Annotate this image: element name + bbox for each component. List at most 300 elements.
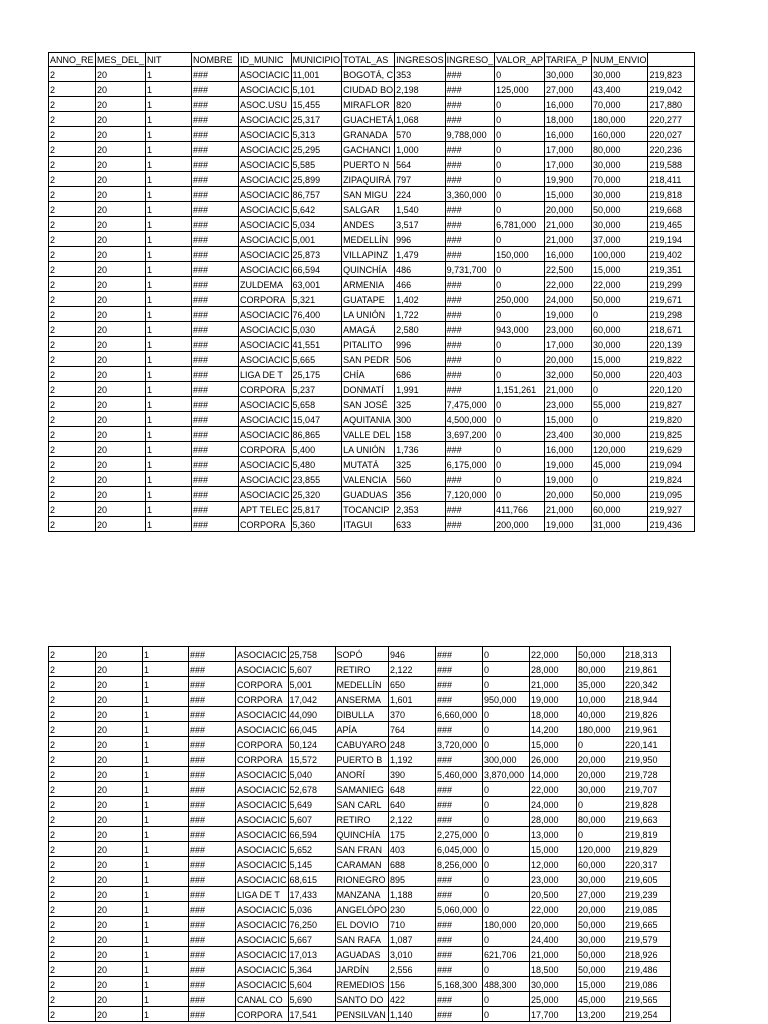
table-cell: 80,000 [577, 812, 624, 827]
table-cell: 20 [96, 367, 146, 382]
table-cell: 5,400 [291, 442, 342, 457]
table-cell: 0 [495, 427, 545, 442]
table-cell: 158 [395, 427, 446, 442]
table-cell: 20 [96, 112, 146, 127]
table-cell: 219,436 [648, 517, 695, 532]
table-cell: 2,580 [395, 322, 446, 337]
table-cell: 5,607 [288, 662, 335, 677]
table-cell: 20 [96, 947, 143, 962]
table-cell: 43,400 [591, 82, 648, 97]
table-cell: 1 [146, 517, 192, 532]
spreadsheet-table-top [48, 52, 695, 532]
table-cell: ASOCIACIC [239, 472, 292, 487]
table-cell: 2 [49, 517, 96, 532]
table-row [49, 647, 671, 662]
table-cell: 0 [495, 127, 545, 142]
table-cell: ASOCIACIC [236, 812, 289, 827]
table-cell: 2 [49, 142, 96, 157]
table-cell: 22,000 [591, 277, 648, 292]
table-cell: 0 [495, 472, 545, 487]
table-cell: 0 [483, 737, 530, 752]
table-row [49, 262, 695, 277]
table-cell: VILLAPINZ [342, 247, 395, 262]
table-cell: 50,000 [577, 647, 624, 662]
table-cell: 20 [96, 662, 143, 677]
table-cell: 25,000 [530, 992, 577, 1007]
table-cell: GACHANCI [342, 142, 395, 157]
table-cell: 1 [143, 797, 189, 812]
table-cell: 2 [49, 487, 96, 502]
table-cell: PENSILVAN [335, 1007, 389, 1022]
table-cell: 0 [483, 707, 530, 722]
table-cell: ### [192, 247, 239, 262]
table-cell: 1 [146, 442, 192, 457]
table-cell: 20 [96, 472, 146, 487]
table-cell: 5,036 [288, 902, 335, 917]
table-cell: 1 [143, 872, 189, 887]
table-cell: 1 [143, 737, 189, 752]
table-cell: ### [189, 677, 236, 692]
table-cell: 220,236 [648, 142, 695, 157]
table-cell: ASOCIACIC [239, 337, 292, 352]
table-cell: 0 [483, 857, 530, 872]
table-cell: 30,000 [591, 217, 648, 232]
table-cell: ### [189, 1007, 236, 1022]
table-cell: 5,001 [288, 677, 335, 692]
table-row [49, 947, 671, 962]
table-cell: 25,899 [291, 172, 342, 187]
table-cell: ASOCIACIC [236, 707, 289, 722]
table-cell: 0 [495, 487, 545, 502]
table-row [49, 677, 671, 692]
table-cell: 18,000 [544, 112, 591, 127]
table-row [49, 142, 695, 157]
table-cell: 640 [389, 797, 436, 812]
table-cell: ### [192, 187, 239, 202]
table-cell: 24,000 [530, 797, 577, 812]
table-cell: 4,500,000 [445, 412, 495, 427]
table-cell: 14,200 [530, 722, 577, 737]
table-cell: 15,000 [544, 187, 591, 202]
table-cell: 218,671 [648, 322, 695, 337]
table-cell: AQUITANIA [342, 412, 395, 427]
table-cell: 22,000 [530, 647, 577, 662]
table-cell: ASOCIACIC [239, 247, 292, 262]
table-cell: MIRAFLOR [342, 97, 395, 112]
table-row [49, 337, 695, 352]
table-cell: ### [192, 442, 239, 457]
table-cell: 0 [577, 827, 624, 842]
table-cell: ### [189, 662, 236, 677]
table-cell: 1 [143, 947, 189, 962]
table-cell: ### [189, 707, 236, 722]
table-cell: 20 [96, 737, 143, 752]
table-cell: 2 [49, 412, 96, 427]
table-cell: 5,665 [291, 352, 342, 367]
table-cell: ### [436, 662, 483, 677]
table-cell: 25,175 [291, 367, 342, 382]
table-cell: ### [445, 97, 495, 112]
table-cell: 1,991 [395, 382, 446, 397]
table-cell: 3,720,000 [436, 737, 483, 752]
table-cell: ARMENIA [342, 277, 395, 292]
table-cell: 30,000 [530, 977, 577, 992]
table-cell: 218,944 [624, 692, 671, 707]
table-cell: 20 [96, 307, 146, 322]
table-cell: 25,873 [291, 247, 342, 262]
table-cell: 120,000 [591, 442, 648, 457]
table-cell: ### [445, 277, 495, 292]
table-cell: 5,360 [291, 517, 342, 532]
table-cell: 37,000 [591, 232, 648, 247]
table-cell: 17,000 [544, 157, 591, 172]
table-cell: ### [192, 172, 239, 187]
table-cell: 20,000 [530, 917, 577, 932]
table-cell: ### [436, 1007, 483, 1022]
table-cell: 60,000 [577, 857, 624, 872]
table-cell: 20 [96, 857, 143, 872]
table-cell: 20 [96, 457, 146, 472]
table-cell: ### [192, 97, 239, 112]
table-cell: 1 [146, 397, 192, 412]
table-cell: 370 [389, 707, 436, 722]
table-cell: 710 [389, 917, 436, 932]
table-cell: ### [445, 517, 495, 532]
table-cell: 5,480 [291, 457, 342, 472]
table-cell: QUINCHÍA [335, 827, 389, 842]
table-cell: 20,000 [544, 202, 591, 217]
table-cell: 20 [96, 517, 146, 532]
table-cell: 1 [143, 827, 189, 842]
table-cell: 45,000 [577, 992, 624, 1007]
table-cell: 2 [49, 737, 96, 752]
table-cell: 0 [483, 827, 530, 842]
table-cell: 2 [49, 647, 96, 662]
table-cell: 18,500 [530, 962, 577, 977]
table-row [49, 692, 671, 707]
table-cell: 219,299 [648, 277, 695, 292]
table-row [49, 382, 695, 397]
table-cell: ### [445, 232, 495, 247]
table-cell: 76,250 [288, 917, 335, 932]
table-cell: 1,068 [395, 112, 446, 127]
table-cell: 30,000 [591, 187, 648, 202]
table-row [49, 112, 695, 127]
table-cell: 76,400 [291, 307, 342, 322]
table-cell: 1 [143, 992, 189, 1007]
column-header: NIT [146, 53, 192, 67]
column-header: MES_DEL_ [96, 53, 146, 67]
table-cell: 1,087 [389, 932, 436, 947]
table-cell: 2 [49, 397, 96, 412]
table-cell: CORPORA [236, 677, 289, 692]
table-cell: 220,277 [648, 112, 695, 127]
table-cell: ANGELÓPO [335, 902, 389, 917]
table-row [49, 97, 695, 112]
table-cell: 3,360,000 [445, 187, 495, 202]
table-cell: 5,030 [291, 322, 342, 337]
table-cell: 1 [146, 232, 192, 247]
table-cell: 219,671 [648, 292, 695, 307]
table-cell: ANORÍ [335, 767, 389, 782]
table-cell: 21,000 [530, 677, 577, 692]
table-cell: 248 [389, 737, 436, 752]
table-cell: ### [192, 517, 239, 532]
table-cell: 1 [146, 127, 192, 142]
table-cell: 20 [96, 397, 146, 412]
table-cell: 1 [143, 752, 189, 767]
table-cell: 219,086 [624, 977, 671, 992]
table-cell: 1 [143, 647, 189, 662]
table-cell: MEDELLÍN [335, 677, 389, 692]
table-cell: 50,000 [577, 947, 624, 962]
table-cell: 0 [495, 142, 545, 157]
table-cell: 0 [483, 992, 530, 1007]
table-cell: ### [189, 722, 236, 737]
table-cell: 219,819 [624, 827, 671, 842]
table-cell: 2 [49, 202, 96, 217]
table-cell: ### [445, 112, 495, 127]
table-cell: 0 [483, 872, 530, 887]
table-cell: 20 [96, 707, 143, 722]
table-row [49, 737, 671, 752]
table-cell: 219,826 [624, 707, 671, 722]
table-cell: 15,000 [577, 977, 624, 992]
table-cell: 0 [483, 647, 530, 662]
table-cell: 1 [143, 707, 189, 722]
table-cell: 5,168,300 [436, 977, 483, 992]
table-cell: ASOCIACIC [239, 187, 292, 202]
table-cell: 353 [395, 67, 446, 82]
table-cell: 1,722 [395, 307, 446, 322]
table-cell: 1 [143, 917, 189, 932]
table-cell: 2 [49, 367, 96, 382]
table-cell: ### [189, 797, 236, 812]
table-cell: 1 [143, 677, 189, 692]
table-cell: 2 [49, 472, 96, 487]
table-row [49, 457, 695, 472]
table-row [49, 187, 695, 202]
table-cell: 2 [49, 382, 96, 397]
table-cell: 2 [49, 502, 96, 517]
table-cell: 5,364 [288, 962, 335, 977]
table-cell: 219,927 [648, 502, 695, 517]
table-cell: 20 [96, 502, 146, 517]
table-row [49, 752, 671, 767]
table-cell: 20 [96, 962, 143, 977]
table-cell: 219,728 [624, 767, 671, 782]
table-cell: 50,124 [288, 737, 335, 752]
table-cell: CABUYARO [335, 737, 389, 752]
table-cell: 150,000 [495, 247, 545, 262]
table-cell: 0 [495, 397, 545, 412]
table-cell: 50,000 [577, 917, 624, 932]
table-cell: 2 [49, 1007, 96, 1022]
table-cell: REMEDIOS [335, 977, 389, 992]
table-cell: ### [192, 127, 239, 142]
table-cell: VALLE DEL [342, 427, 395, 442]
table-cell: 20,000 [544, 352, 591, 367]
table-row [49, 172, 695, 187]
table-cell: ### [192, 502, 239, 517]
table-cell: RETIRO [335, 812, 389, 827]
table-cell: 1 [143, 782, 189, 797]
table-cell: ### [189, 842, 236, 857]
table-cell: 3,010 [389, 947, 436, 962]
table-cell: 20 [96, 917, 143, 932]
table-row [49, 82, 695, 97]
table-cell: JARDÍN [335, 962, 389, 977]
table-row [49, 367, 695, 382]
table-row [49, 472, 695, 487]
table-cell: 2 [49, 172, 96, 187]
table-row [49, 827, 671, 842]
table-cell: ### [192, 112, 239, 127]
table-cell: 21,000 [544, 232, 591, 247]
table-cell: 23,000 [544, 397, 591, 412]
table-row [49, 217, 695, 232]
table-cell: 219,042 [648, 82, 695, 97]
column-header: TARIFA_P [544, 53, 591, 67]
table-cell: 2 [49, 977, 96, 992]
table-cell: ASOCIACIC [236, 872, 289, 887]
table-cell: 219,194 [648, 232, 695, 247]
table-cell: CORPORA [239, 442, 292, 457]
table-cell: 403 [389, 842, 436, 857]
table-cell: 16,000 [544, 127, 591, 142]
table-cell: ASOCIACIC [239, 82, 292, 97]
table-cell: CORPORA [239, 382, 292, 397]
table-cell: 15,000 [530, 842, 577, 857]
table-cell: 219,823 [648, 67, 695, 82]
table-cell: 22,000 [530, 782, 577, 797]
table-cell: 219,565 [624, 992, 671, 1007]
table-cell: 28,000 [530, 812, 577, 827]
table-cell: 1,540 [395, 202, 446, 217]
table-cell: 19,900 [544, 172, 591, 187]
table-cell: 9,788,000 [445, 127, 495, 142]
table-cell: ASOCIACIC [236, 782, 289, 797]
table-cell: 20 [96, 487, 146, 502]
table-cell: 20 [96, 67, 146, 82]
table-cell: 20,000 [577, 767, 624, 782]
table-cell: 66,594 [288, 827, 335, 842]
table-cell: 20 [96, 82, 146, 97]
table-cell: 0 [483, 932, 530, 947]
table-cell: ### [189, 887, 236, 902]
table-cell: LIGA DE T [236, 887, 289, 902]
table-cell: 2 [49, 917, 96, 932]
table-cell: 2 [49, 812, 96, 827]
table-row [49, 427, 695, 442]
table-cell: 250,000 [495, 292, 545, 307]
table-row [49, 202, 695, 217]
table-cell: 0 [495, 112, 545, 127]
table-cell: 2 [49, 442, 96, 457]
table-cell: 218,926 [624, 947, 671, 962]
table-cell: 219,095 [648, 487, 695, 502]
table-cell: ### [436, 992, 483, 1007]
table-cell: 156 [389, 977, 436, 992]
table-cell: 20 [96, 187, 146, 202]
table-row [49, 962, 671, 977]
table-row [49, 872, 671, 887]
table-cell: ### [445, 322, 495, 337]
table-cell: ### [436, 932, 483, 947]
table-cell: ### [436, 962, 483, 977]
table-cell: 175 [389, 827, 436, 842]
table-cell: 0 [483, 782, 530, 797]
table-cell: 1 [146, 112, 192, 127]
table-cell: 220,141 [624, 737, 671, 752]
table-cell: ### [445, 382, 495, 397]
table-cell: 14,000 [530, 767, 577, 782]
table-cell: 19,000 [544, 472, 591, 487]
table-row [49, 277, 695, 292]
table-cell: 25,295 [291, 142, 342, 157]
table-cell: 2 [49, 872, 96, 887]
table-cell: SAMANIEG [335, 782, 389, 797]
table-cell: 2 [49, 902, 96, 917]
table-cell: 219,665 [624, 917, 671, 932]
table-cell: SANTO DO [335, 992, 389, 1007]
table-cell: ### [192, 337, 239, 352]
table-cell: ### [189, 767, 236, 782]
table-cell: 52,678 [288, 782, 335, 797]
column-header: INGRESOS [395, 53, 446, 67]
table-cell: ### [192, 322, 239, 337]
table-cell: 219,663 [624, 812, 671, 827]
table-cell: 1 [146, 487, 192, 502]
table-cell: 15,455 [291, 97, 342, 112]
table-cell: 80,000 [591, 142, 648, 157]
table-cell: 20 [96, 127, 146, 142]
table-cell: 648 [389, 782, 436, 797]
table-cell: 1 [146, 382, 192, 397]
header-row [49, 53, 695, 67]
table-cell: 86,757 [291, 187, 342, 202]
table-cell: SAN PEDR [342, 352, 395, 367]
table-cell: ### [445, 202, 495, 217]
column-header: ID_MUNIC [239, 53, 292, 67]
table-row [49, 797, 671, 812]
table-cell: 20 [96, 442, 146, 457]
table-cell: 20 [96, 767, 143, 782]
table-row [49, 247, 695, 262]
table-cell: 27,000 [544, 82, 591, 97]
table-cell: 1,000 [395, 142, 446, 157]
column-header: ANNO_RE [49, 53, 96, 67]
table-cell: ASOCIACIC [236, 722, 289, 737]
table-cell: 2 [49, 827, 96, 842]
table-row [49, 842, 671, 857]
table-cell: 40,000 [577, 707, 624, 722]
table-cell: 0 [495, 307, 545, 322]
table-cell: CORPORA [236, 692, 289, 707]
table-cell: 1,402 [395, 292, 446, 307]
table-cell: LA UNIÓN [342, 442, 395, 457]
table-cell: MUTATÁ [342, 457, 395, 472]
table-cell: ### [436, 782, 483, 797]
table-cell: 943,000 [495, 322, 545, 337]
table-cell: 6,045,000 [436, 842, 483, 857]
table-cell: 5,604 [288, 977, 335, 992]
table-cell: GRANADA [342, 127, 395, 142]
table-cell: 0 [495, 367, 545, 382]
table-cell: CORPORA [236, 752, 289, 767]
table-cell: 15,000 [530, 737, 577, 752]
table-cell: ### [192, 232, 239, 247]
